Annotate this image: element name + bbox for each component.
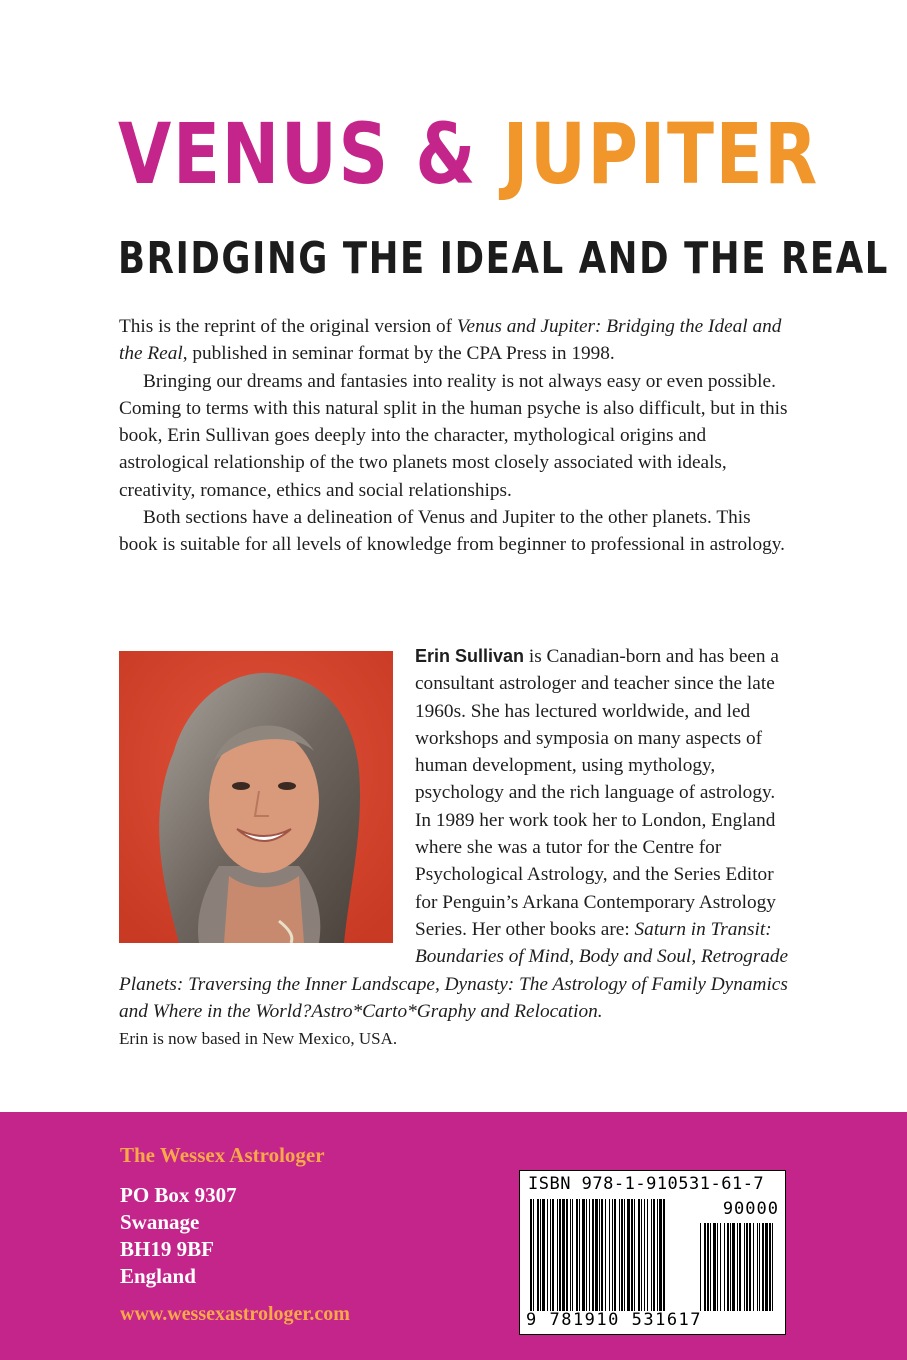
barcode-bar (619, 1199, 620, 1311)
title-jupiter: JUPITER (502, 105, 819, 203)
barcode-bar (605, 1199, 606, 1311)
barcode-bar (651, 1199, 652, 1311)
barcode-bar (612, 1199, 613, 1311)
author-bio (119, 643, 791, 1052)
barcode-bar (586, 1199, 587, 1311)
barcode-bar (550, 1199, 551, 1311)
barcode-bar (533, 1199, 534, 1311)
blurb-text: , published in seminar format by the CPA Press in 1998. (182, 343, 615, 365)
barcode-digits: 9 781910 531617 (526, 1310, 703, 1330)
barcode-bar (749, 1223, 751, 1311)
barcode-bar (744, 1223, 745, 1311)
barcode-bar (566, 1199, 568, 1311)
barcode-bar (759, 1223, 760, 1311)
barcode-bar (579, 1199, 580, 1311)
barcode-bar (552, 1199, 554, 1311)
barcode-bar (700, 1223, 701, 1311)
title-venus: VENUS & (118, 105, 478, 203)
barcode-bar (762, 1223, 764, 1311)
barcode-bar (599, 1199, 600, 1311)
barcode-bar (753, 1223, 754, 1311)
barcode-bar (621, 1199, 623, 1311)
barcode-bar (562, 1199, 565, 1311)
bio-location: Erin is now based in New Mexico, USA. (119, 1029, 398, 1049)
barcode-bar (582, 1199, 585, 1311)
barcode-bar (559, 1199, 561, 1311)
blurb (119, 313, 791, 559)
publisher-address (120, 1182, 237, 1290)
barcode-bar (772, 1223, 773, 1311)
blurb-paragraph-1 (119, 313, 791, 368)
barcode-bar (589, 1199, 590, 1311)
isbn-label: ISBN 978-1-910531-61-7 (528, 1174, 765, 1194)
barcode-bar (592, 1199, 594, 1311)
barcode-bar (572, 1199, 573, 1311)
barcode-bar (663, 1199, 665, 1311)
barcode-bar (727, 1223, 729, 1311)
publisher-name: The Wessex Astrologer (120, 1143, 325, 1167)
barcode-bar (704, 1223, 706, 1311)
barcode-bar (713, 1223, 716, 1311)
barcode-bar (530, 1199, 532, 1311)
photo-spacer (119, 643, 415, 944)
barcode-bar (644, 1199, 645, 1311)
barcode-bar (631, 1199, 633, 1311)
barcode-bar (765, 1223, 768, 1311)
barcode-bar (638, 1199, 640, 1311)
blurb-text: This is the reprint of the original version of (119, 316, 457, 337)
barcode-bar (720, 1223, 721, 1311)
barcode-bar (659, 1199, 662, 1311)
barcode-bar (542, 1199, 545, 1311)
blurb-book-title: Venus and Jupiter: Bridging the Ideal and the Real (119, 316, 782, 365)
barcode-bar (570, 1199, 571, 1311)
publisher-website[interactable]: www.wessexastrologer.com (120, 1303, 350, 1325)
bio-books: Saturn in Transit: Boundaries of Mind, Body and Soul, Retrograde Planets: Traversing the Inner Landscape, Dynasty: The Astrology of Family Dynamics and Where in the World?Astro*Carto*Graphy and Relocation. (119, 918, 789, 1022)
bio-text: is Canadian-born and has been a consultant astrologer and teacher since the late 1960s. She has lectured worldwide, and led workshops and symposia on many aspects of human development, using mythology, psychology and the rich language of astrology. In 1989 her work took her to London, England where she was a tutor for the Centre for Psychological Astrology, and the Series Editor for Penguin’s Arkana Contemporary Astrology Series. Her other books are: (415, 646, 779, 940)
barcode-bar (557, 1199, 558, 1311)
address-line: Swanage (120, 1210, 200, 1234)
barcode-bar (641, 1199, 642, 1311)
barcode-bar (710, 1223, 711, 1311)
barcode-bar (540, 1199, 541, 1311)
barcode-bar (769, 1223, 771, 1311)
barcode-bar (730, 1223, 731, 1311)
barcode-bar (547, 1199, 548, 1311)
address-line: BH19 9BF (120, 1237, 214, 1261)
barcode-bar (609, 1199, 610, 1311)
barcode-bar (732, 1223, 735, 1311)
barcode-bar (717, 1223, 718, 1311)
blurb-paragraph-3: Both sections have a delineation of Venus and Jupiter to the other planets. This book is suitable for all levels of knowledge from beginner to professional in astrology. (119, 507, 785, 556)
barcode-bar (627, 1199, 630, 1311)
price-code: 90000 (722, 1199, 779, 1219)
isbn-barcode (519, 1170, 786, 1335)
barcode-bar (757, 1223, 758, 1311)
barcode-bar (657, 1199, 658, 1311)
barcode-bar (624, 1199, 625, 1311)
barcode-bar (595, 1199, 598, 1311)
barcode-bar (707, 1223, 709, 1311)
barcode-bar (647, 1199, 648, 1311)
address-line: England (120, 1264, 196, 1288)
publisher-footer (0, 1112, 907, 1360)
barcode-bar (653, 1199, 655, 1311)
barcode-bar (614, 1199, 616, 1311)
book-subtitle: BRIDGING THE IDEAL AND THE REAL (118, 233, 890, 284)
barcode-bar (739, 1223, 741, 1311)
barcode-bar (576, 1199, 578, 1311)
blurb-paragraph-2: Bringing our dreams and fantasies into reality is not always easy or even possible. Coming to terms with this natural split in the human psyche is also difficult, but in this book, Erin Sullivan goes deeply into the character, mythological origins and astrological relationship of the two planets most closely associated with ideals, creativity, romance, ethics and social relationships. (119, 370, 788, 501)
barcode-bar (737, 1223, 738, 1311)
book-title (118, 104, 819, 204)
barcode-bar (746, 1223, 748, 1311)
barcode-bar (634, 1199, 635, 1311)
barcode-bar (537, 1199, 539, 1311)
barcode-bar (601, 1199, 603, 1311)
address-line: PO Box 9307 (120, 1183, 237, 1207)
author-name: Erin Sullivan (415, 646, 525, 666)
barcode-bar (724, 1223, 725, 1311)
